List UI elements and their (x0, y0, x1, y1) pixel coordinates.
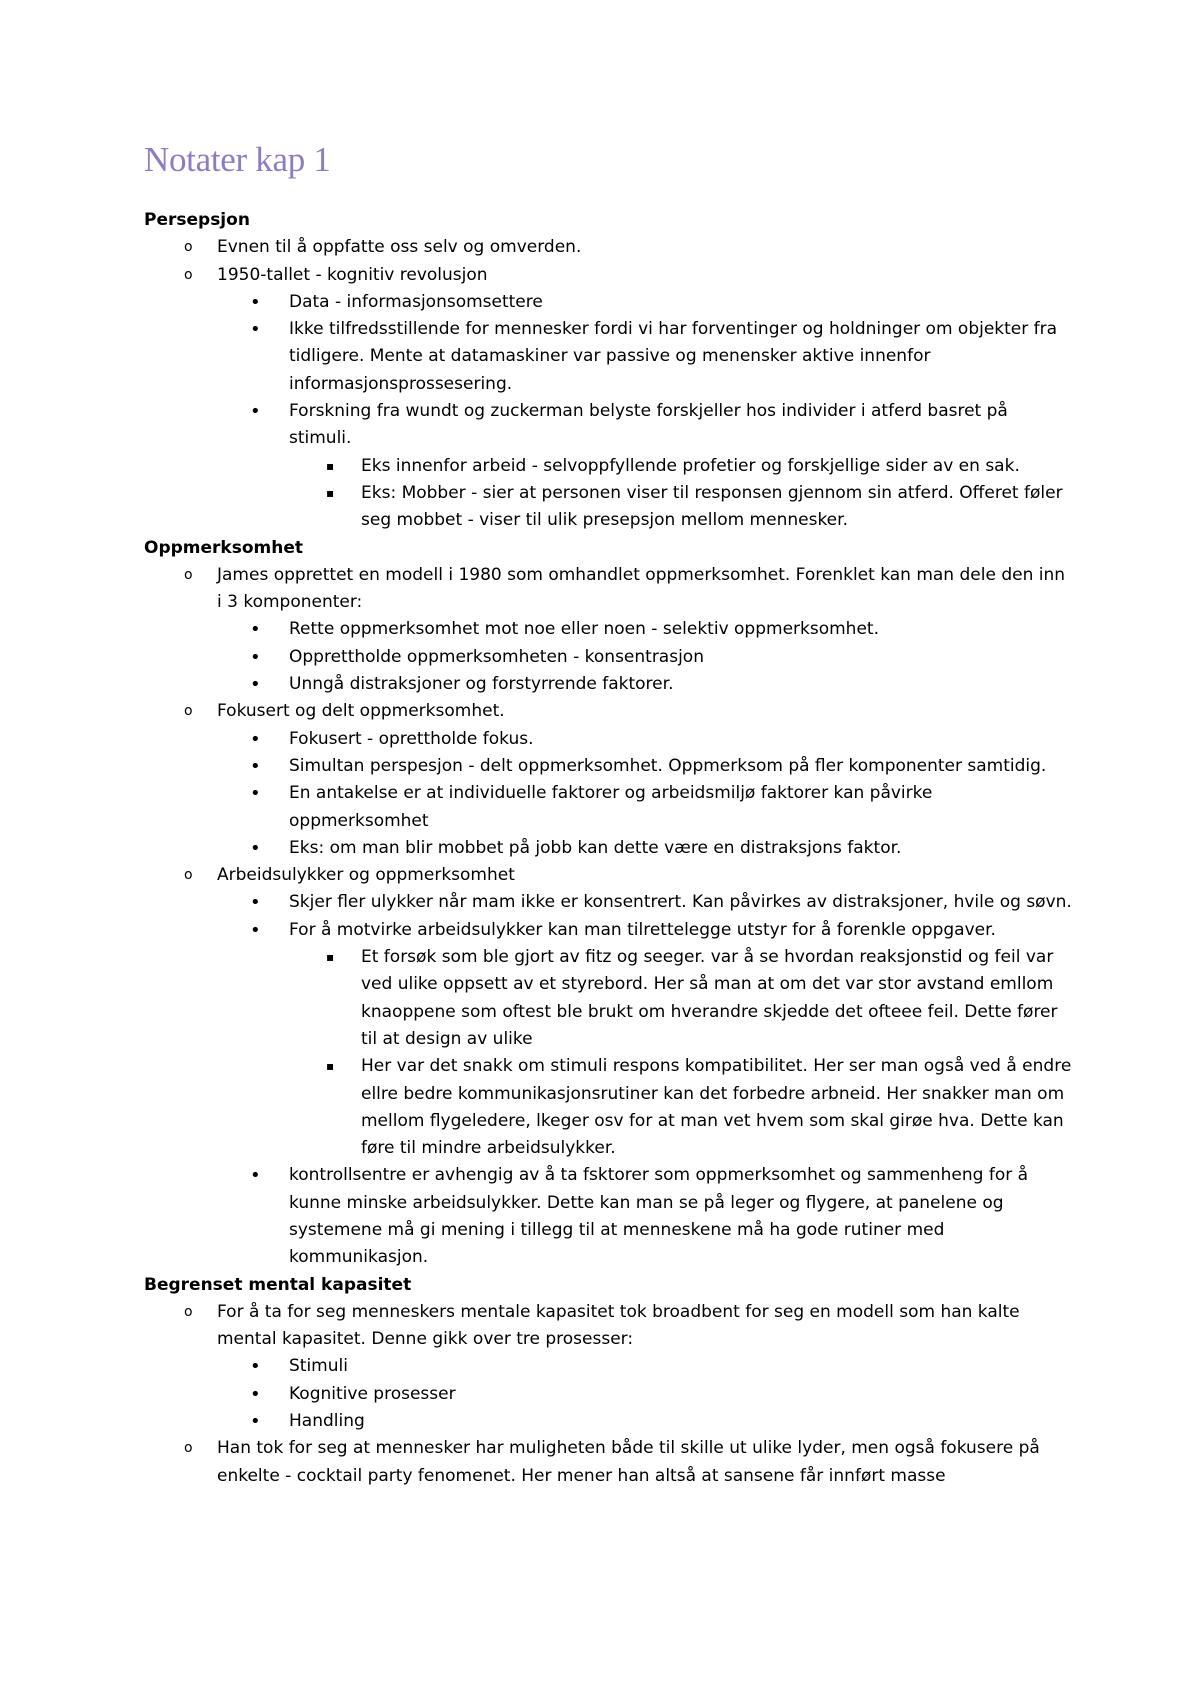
bullet-dot-icon: • (250, 291, 261, 313)
list-item-text: kontrollsentre er avhengig av å ta fsktorer som oppmerksomhet og sammenheng for å kunne minske arbeidsulykker. Dette kan man se på leger og flygere, at panelene og systemene må gi mening i tillegg til at menneskene må ha gode rutiner med kommunikasjon. (289, 1165, 1029, 1268)
list-level-3 (144, 944, 1074, 1162)
bullet-circle-icon: o (184, 266, 193, 283)
bullet-dot-icon: • (250, 319, 261, 341)
bullet-circle-icon: o (184, 703, 193, 720)
list-item-text: Simultan perspesjon - delt oppmerksomhet. Oppmerksom på fler komponenter samtidig. (289, 755, 1047, 776)
list-item (144, 671, 1074, 698)
list-item-text: Ikke tilfredsstillende for mennesker fordi vi har forventinger og holdninger om objekter fra tidligere. Mente at datamaskiner var passive og menensker aktive innenfor informasjonsprossesering. (289, 319, 1058, 394)
list-item-text: Forskning fra wundt og zuckerman belyste forskjeller hos individer i atferd basret på stimuli. (289, 401, 1008, 449)
list-item-text: Opprettholde oppmerksomheten - konsentrasjon (289, 646, 704, 667)
list-item-text: Fokusert - oprettholde fokus. (289, 728, 534, 749)
list-item-text: Handling (289, 1411, 365, 1432)
list-level-2 (144, 726, 1074, 862)
bullet-dot-icon: • (250, 674, 261, 696)
list-item (144, 234, 1074, 261)
list-item (144, 562, 1074, 617)
list-item (144, 944, 1074, 1053)
bullet-dot-icon: • (250, 755, 261, 777)
list-item (144, 289, 1074, 316)
list-item-text: Unngå distraksjoner og forstyrrende faktorer. (289, 674, 674, 695)
bullet-circle-icon: o (184, 867, 193, 884)
bullet-dot-icon: • (250, 619, 261, 641)
list-item (144, 780, 1074, 835)
bullet-dot-icon: • (250, 728, 261, 750)
list-item-text: Rette oppmerksomhet mot noe eller noen - selektiv oppmerksomhet. (289, 619, 879, 640)
bullet-circle-icon: o (184, 239, 193, 256)
bullet-dot-icon: • (250, 1165, 261, 1187)
list-item (144, 1381, 1074, 1408)
list-item (144, 1162, 1074, 1271)
bullet-square-icon: ▪ (326, 485, 335, 500)
list-level-1 (144, 1299, 1074, 1490)
list-item (144, 1408, 1074, 1435)
list-item (144, 1353, 1074, 1380)
bullet-square-icon: ▪ (326, 950, 335, 965)
list-level-2 (144, 616, 1074, 698)
list-item (144, 1435, 1074, 1490)
bullet-dot-icon: • (250, 1411, 261, 1433)
list-item-text: Skjer fler ulykker når mam ikke er konsentrert. Kan påvirkes av distraksjoner, hvile og søvn. (289, 892, 1072, 913)
bullet-dot-icon: • (250, 1383, 261, 1405)
list-item-text: Evnen til å oppfatte oss selv og omverden. (217, 237, 582, 258)
list-item-text: 1950-tallet - kognitiv revolusjon (217, 264, 488, 285)
list-item-text: For å ta for seg menneskers mentale kapasitet tok broadbent for seg en modell som han kalte mental kapasitet. Denne gikk over tre prosesser: (217, 1301, 1020, 1350)
list-item (144, 862, 1074, 889)
list-item-text: Han tok for seg at mennesker har muligheten både til skille ut ulike lyder, men også fokusere på enkelte - cocktail party fenomenet. Her mener han altså at sansene får innført masse (217, 1438, 1040, 1486)
list-item (144, 835, 1074, 862)
list-item (144, 726, 1074, 753)
list-level-1 (144, 562, 1074, 1272)
bullet-circle-icon: o (184, 566, 193, 583)
bullet-dot-icon: • (250, 837, 261, 859)
list-item (144, 1053, 1074, 1162)
bullet-dot-icon: • (250, 646, 261, 668)
list-level-2 (144, 1353, 1074, 1435)
list-item (144, 616, 1074, 643)
list-item-text: Fokusert og delt oppmerksomhet. (217, 701, 505, 722)
list-item-text: Stimuli (289, 1356, 348, 1377)
list-item (144, 917, 1074, 944)
list-item (144, 698, 1074, 725)
bullet-dot-icon: • (250, 1356, 261, 1378)
bullet-dot-icon: • (250, 401, 261, 423)
document-title: Notater kap 1 (144, 140, 331, 179)
list-item-text: For å motvirke arbeidsulykker kan man tilrettelegge utstyr for å forenkle oppgaver. (289, 919, 996, 940)
list-level-1 (144, 234, 1074, 534)
list-item (144, 644, 1074, 671)
bullet-square-icon: ▪ (326, 1059, 335, 1074)
section-heading: Oppmerksomhet (144, 537, 303, 558)
section-heading: Begrenset mental kapasitet (144, 1274, 412, 1295)
bullet-dot-icon: • (250, 919, 261, 941)
list-item-text: James opprettet en modell i 1980 som omhandlet oppmerksomhet. Forenklet kan man dele den inn i 3 komponenter: (217, 564, 1066, 613)
bullet-circle-icon: o (184, 1440, 193, 1457)
list-level-2 (144, 889, 1074, 1271)
list-item-text: Eks: Mobber - sier at personen viser til responsen gjennom sin atferd. Offeret føler seg mobbet - viser til ulik presepsjon mellom mennesker. (361, 482, 1063, 531)
list-item-text: Eks: om man blir mobbet på jobb kan dette være en distraksjons faktor. (289, 837, 902, 858)
list-item-text: Arbeidsulykker og oppmerksomhet (217, 865, 515, 886)
list-item (144, 453, 1074, 480)
list-item (144, 262, 1074, 289)
list-item (144, 316, 1074, 398)
list-level-2 (144, 289, 1074, 535)
document-body (144, 207, 1074, 1490)
bullet-dot-icon: • (250, 783, 261, 805)
list-item-text: Kognitive prosesser (289, 1383, 456, 1404)
list-item (144, 889, 1074, 916)
bullet-dot-icon: • (250, 892, 261, 914)
bullet-circle-icon: o (184, 1303, 193, 1320)
list-item-text: Eks innenfor arbeid - selvoppfyllende profetier og forskjellige sider av en sak. (361, 455, 1020, 476)
list-item-text: En antakelse er at individuelle faktorer og arbeidsmiljø faktorer kan påvirke oppmerksomhet (289, 783, 933, 831)
list-item-text: Et forsøk som ble gjort av fitz og seeger. var å se hvordan reaksjonstid og feil var ved ulike oppsett av et styrebord. Her så man at om det var stor avstand emllom knaoppene som oftest ble brukt om hverandre skjedde det ofteee feil. Dette fører til at design av ulike (361, 947, 1058, 1049)
list-item (144, 753, 1074, 780)
list-item (144, 1299, 1074, 1354)
list-item-text: Data - informasjonsomsettere (289, 291, 543, 312)
list-item (144, 480, 1074, 535)
bullet-square-icon: ▪ (326, 458, 335, 473)
list-level-3 (144, 453, 1074, 535)
section-heading: Persepsjon (144, 210, 250, 230)
list-item (144, 398, 1074, 453)
list-item-text: Her var det snakk om stimuli respons kompatibilitet. Her ser man også ved å endre ellre bedre kommunikasjonsrutiner kan det forbedre arbneid. Her snakker man om mellom flygeledere, lkeger osv for at man vet hvem som skal girøe hva. Dette kan føre til mindre arbeidsulykker. (361, 1056, 1072, 1159)
